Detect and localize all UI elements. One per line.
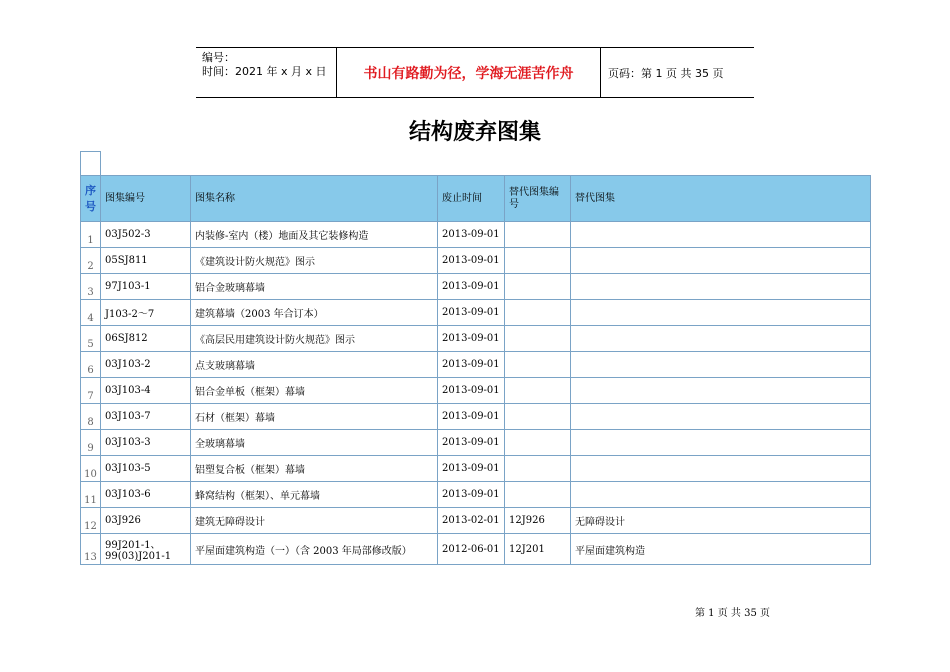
replacement-code	[505, 430, 571, 456]
atlas-code: 03J103-3	[101, 430, 191, 456]
replacement-atlas	[571, 482, 871, 508]
row-number: 6	[81, 352, 101, 378]
abolish-date: 2013-02-01	[438, 508, 505, 534]
atlas-code: 03J103-7	[101, 404, 191, 430]
replacement-code: 12J926	[505, 508, 571, 534]
replacement-atlas	[571, 300, 871, 326]
atlas-table	[80, 175, 871, 565]
atlas-name: 点支玻璃幕墙	[191, 352, 438, 378]
abolish-date: 2013-09-01	[438, 274, 505, 300]
table-row	[81, 222, 871, 248]
replacement-code	[505, 482, 571, 508]
replacement-atlas	[571, 274, 871, 300]
replacement-code	[505, 326, 571, 352]
replacement-code	[505, 222, 571, 248]
abolish-date: 2012-06-01	[438, 534, 505, 565]
header-motto: 书山有路勤为径，学海无涯苦作舟	[337, 48, 601, 97]
table-row	[81, 430, 871, 456]
row-number: 9	[81, 430, 101, 456]
row-number: 11	[81, 482, 101, 508]
header-page-info: 页码：第 1 页 共 35 页	[608, 66, 724, 80]
table-row	[81, 300, 871, 326]
replacement-atlas	[571, 404, 871, 430]
page-header	[196, 47, 754, 98]
seq-header-label: 序号	[85, 183, 96, 213]
table-row	[81, 352, 871, 378]
atlas-name: 铝塑复合板（框架）幕墙	[191, 456, 438, 482]
atlas-code: 03J103-4	[101, 378, 191, 404]
table-row	[81, 534, 871, 565]
row-number: 13	[81, 534, 101, 565]
header-atlas-code: 图集编号	[101, 176, 191, 222]
abolish-date: 2013-09-01	[438, 352, 505, 378]
replacement-code	[505, 378, 571, 404]
table-row	[81, 274, 871, 300]
header-replacement-code: 替代图集编号	[505, 176, 571, 222]
replacement-atlas	[571, 430, 871, 456]
row-number: 5	[81, 326, 101, 352]
row-number: 3	[81, 274, 101, 300]
replacement-atlas	[571, 352, 871, 378]
replacement-atlas	[571, 248, 871, 274]
atlas-code: 05SJ811	[101, 248, 191, 274]
atlas-code: J103-2～7	[101, 300, 191, 326]
atlas-name: 建筑无障碍设计	[191, 508, 438, 534]
empty-corner-cell	[80, 151, 101, 176]
atlas-name: 《高层民用建筑设计防火规范》图示	[191, 326, 438, 352]
atlas-name: 铝合金玻璃幕墙	[191, 274, 438, 300]
table-row	[81, 378, 871, 404]
table-row	[81, 248, 871, 274]
atlas-code: 99J201-1、99(03)J201-1	[101, 534, 191, 565]
row-number: 12	[81, 508, 101, 534]
atlas-name: 蜂窝结构（框架）、单元幕墙	[191, 482, 438, 508]
atlas-code: 03J103-6	[101, 482, 191, 508]
atlas-code: 06SJ812	[101, 326, 191, 352]
row-number: 8	[81, 404, 101, 430]
table-row	[81, 404, 871, 430]
number-label: 编号：	[202, 51, 235, 64]
header-atlas-name: 图集名称	[191, 176, 438, 222]
atlas-code: 03J502-3	[101, 222, 191, 248]
table-row	[81, 482, 871, 508]
abolish-date: 2013-09-01	[438, 482, 505, 508]
atlas-name: 《建筑设计防火规范》图示	[191, 248, 438, 274]
atlas-name: 平屋面建筑构造（一）（含 2003 年局部修改版）	[191, 534, 438, 565]
replacement-atlas	[571, 456, 871, 482]
abolish-date: 2013-09-01	[438, 248, 505, 274]
abolish-date: 2013-09-01	[438, 326, 505, 352]
atlas-name: 铝合金单板（框架）幕墙	[191, 378, 438, 404]
atlas-name: 全玻璃幕墙	[191, 430, 438, 456]
replacement-atlas	[571, 222, 871, 248]
table-row	[81, 456, 871, 482]
table-row	[81, 508, 871, 534]
replacement-atlas	[571, 326, 871, 352]
table-row	[81, 326, 871, 352]
replacement-code	[505, 248, 571, 274]
row-number: 7	[81, 378, 101, 404]
atlas-name: 内装修-室内（楼）地面及其它装修构造	[191, 222, 438, 248]
time-label: 时间：2021 年 x 月 x 日	[202, 65, 327, 78]
abolish-date: 2013-09-01	[438, 430, 505, 456]
header-seq	[81, 176, 101, 222]
row-number: 1	[81, 222, 101, 248]
row-number: 4	[81, 300, 101, 326]
abolish-date: 2013-09-01	[438, 404, 505, 430]
replacement-code	[505, 456, 571, 482]
replacement-atlas	[571, 378, 871, 404]
header-abolish-date: 废止时间	[438, 176, 505, 222]
page-footer: 第 1 页 共 35 页	[695, 608, 770, 619]
atlas-code: 03J103-5	[101, 456, 191, 482]
header-meta	[196, 48, 337, 97]
table-header-row	[81, 176, 871, 222]
abolish-date: 2013-09-01	[438, 222, 505, 248]
replacement-atlas: 平屋面建筑构造	[571, 534, 871, 565]
row-number: 2	[81, 248, 101, 274]
abolish-date: 2013-09-01	[438, 456, 505, 482]
header-replacement-atlas: 替代图集	[571, 176, 871, 222]
replacement-code	[505, 300, 571, 326]
row-number: 10	[81, 456, 101, 482]
replacement-code	[505, 274, 571, 300]
atlas-name: 建筑幕墙（2003 年合订本）	[191, 300, 438, 326]
document-title: 结构废弃图集	[408, 120, 541, 145]
replacement-code	[505, 404, 571, 430]
replacement-code: 12J201	[505, 534, 571, 565]
replacement-atlas: 无障碍设计	[571, 508, 871, 534]
atlas-code: 97J103-1	[101, 274, 191, 300]
atlas-code: 03J103-2	[101, 352, 191, 378]
atlas-name: 石材（框架）幕墙	[191, 404, 438, 430]
abolish-date: 2013-09-01	[438, 300, 505, 326]
replacement-code	[505, 352, 571, 378]
atlas-code: 03J926	[101, 508, 191, 534]
abolish-date: 2013-09-01	[438, 378, 505, 404]
